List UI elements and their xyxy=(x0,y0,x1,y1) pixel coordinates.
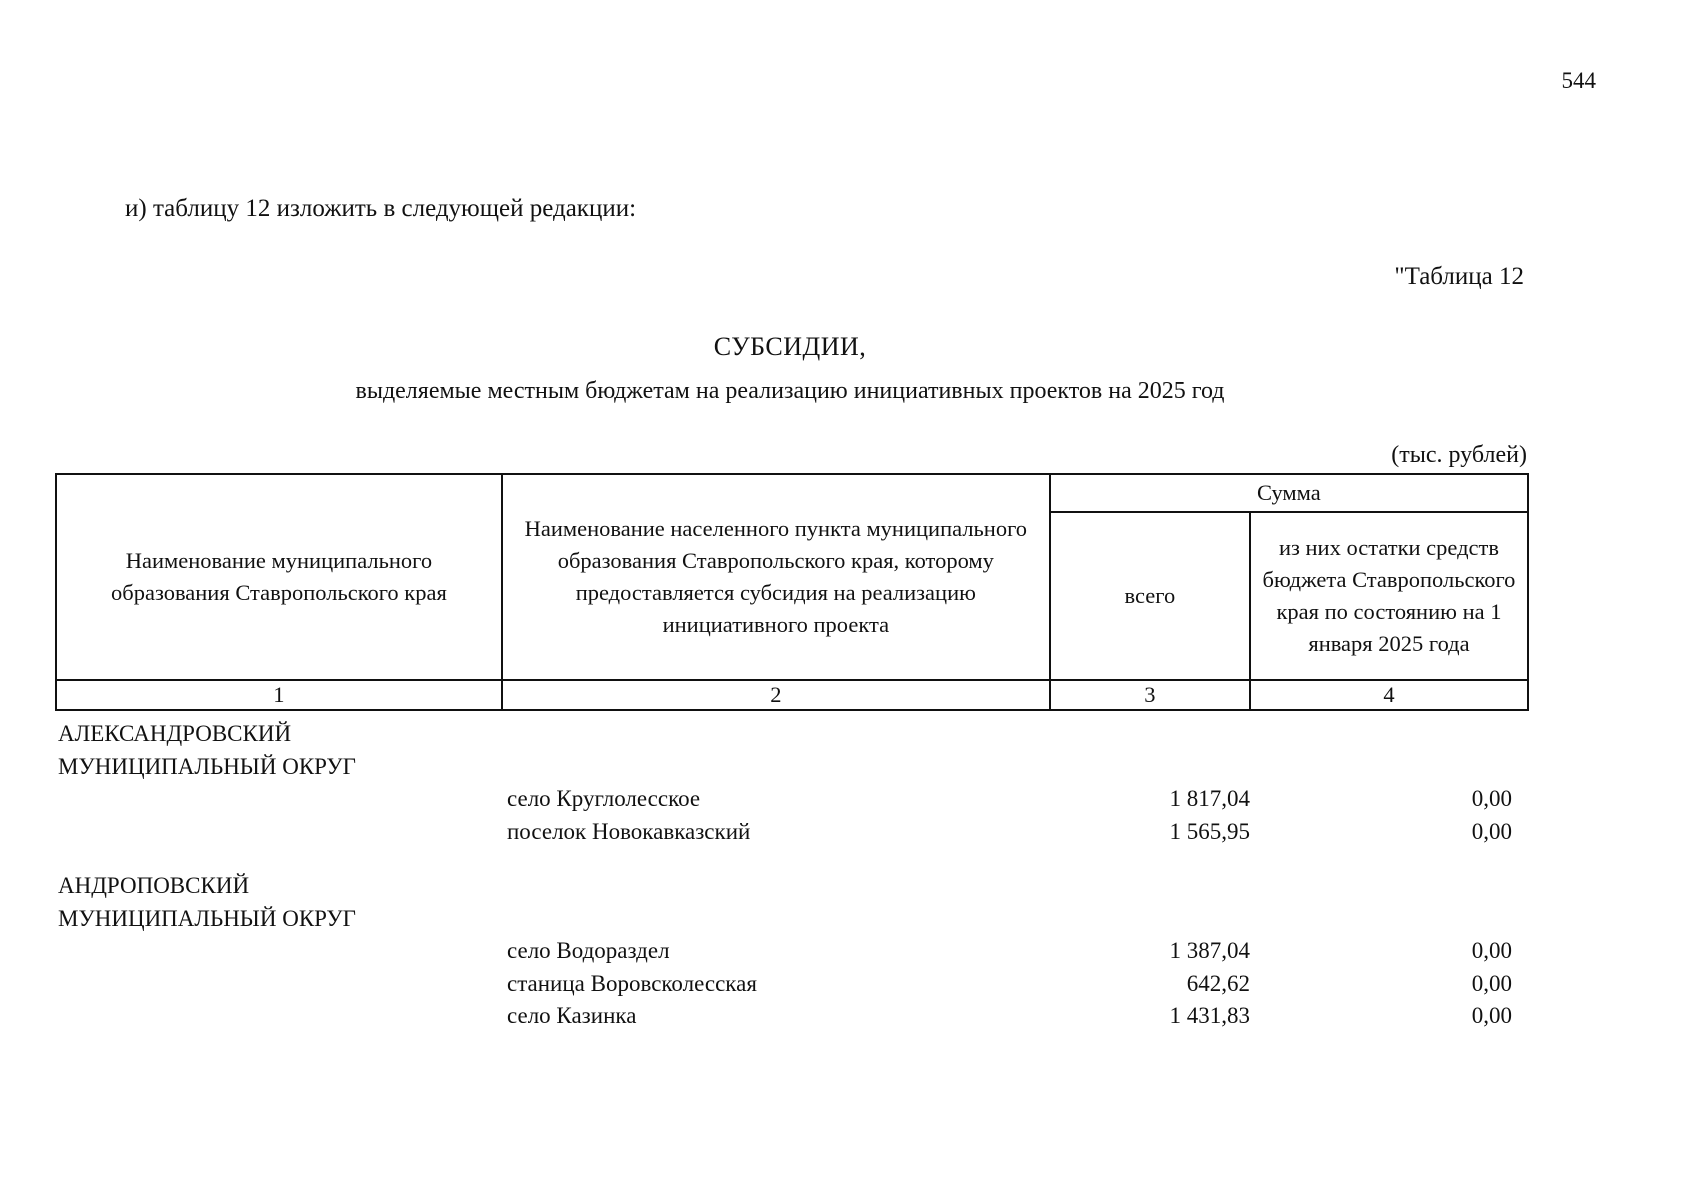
document-subtitle: выделяемые местным бюджетам на реализацию инициативных проектов на 2025 год xyxy=(355,378,1225,404)
group-row xyxy=(0,751,1694,784)
header-settlement: Наименование населенного пункта муниципального образования Ставропольского края, которому предоставляется субсидия на реализацию инициативного проекта xyxy=(502,474,1050,680)
remainder-amount: 0,00 xyxy=(1471,786,1512,811)
column-number-3: 3 xyxy=(1050,680,1250,710)
municipality-name: АНДРОПОВСКИЙ xyxy=(58,873,250,898)
group-row xyxy=(0,903,1694,936)
municipality-name: МУНИЦИПАЛЬНЫЙ ОКРУГ xyxy=(58,753,356,779)
intro-text: и) таблицу 12 изложить в следующей редакции: xyxy=(125,195,637,222)
settlement-name: станица Воровсколесская xyxy=(507,970,757,996)
remainder-amount: 0,00 xyxy=(1471,1003,1512,1028)
page-number: 544 xyxy=(1561,68,1596,93)
total-amount: 1 565,95 xyxy=(1169,818,1250,844)
table-body xyxy=(0,718,1694,1033)
table-row xyxy=(0,1000,1694,1033)
remainder-amount: 0,00 xyxy=(1471,938,1512,963)
column-number-2: 2 xyxy=(502,680,1050,710)
group-spacer xyxy=(0,848,1694,870)
group-row xyxy=(0,870,1694,903)
municipality-name: МУНИЦИПАЛЬНЫЙ ОКРУГ xyxy=(58,905,356,931)
column-number-4: 4 xyxy=(1250,680,1528,710)
settlement-name: поселок Новокавказский xyxy=(507,818,751,844)
settlement-name: село Водораздел xyxy=(507,938,670,963)
table-row xyxy=(0,783,1694,816)
total-amount: 1 817,04 xyxy=(1169,786,1250,811)
table-row xyxy=(0,935,1694,968)
table-row xyxy=(0,968,1694,1001)
header-remainder: из них остатки средств бюджета Ставропольского края по состоянию на 1 января 2025 года xyxy=(1250,512,1528,680)
remainder-amount: 0,00 xyxy=(1471,818,1512,844)
header-municipality: Наименование муниципального образования Ставропольского края xyxy=(56,474,502,680)
municipality-name: АЛЕКСАНДРОВСКИЙ xyxy=(58,721,292,746)
header-total: всего xyxy=(1050,512,1250,680)
total-amount: 1 387,04 xyxy=(1169,938,1250,963)
settlement-name: село Круглолесское xyxy=(507,786,701,811)
document-title: СУБСИДИИ, xyxy=(713,332,867,361)
total-amount: 1 431,83 xyxy=(1169,1003,1250,1028)
group-row xyxy=(0,718,1694,751)
table-row xyxy=(0,816,1694,849)
units-note: (тыс. рублей) xyxy=(1391,442,1527,468)
column-number-1: 1 xyxy=(56,680,502,710)
settlement-name: село Казинка xyxy=(507,1003,637,1028)
remainder-amount: 0,00 xyxy=(1471,970,1512,996)
subsidies-table-header xyxy=(55,473,1529,711)
total-amount: 642,62 xyxy=(1186,970,1250,996)
header-sum: Сумма xyxy=(1050,474,1528,512)
table-label: "Таблица 12 xyxy=(1394,263,1524,290)
